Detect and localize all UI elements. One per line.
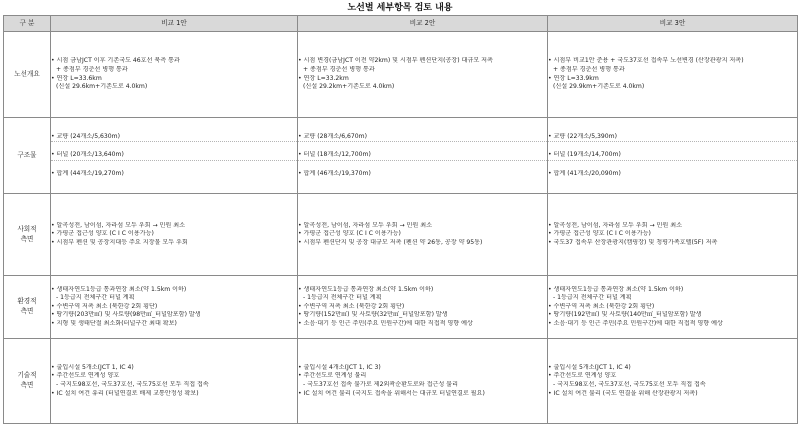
row-label: 노선개요 [4, 32, 51, 118]
cell-alt1 [51, 118, 298, 194]
text-line: • 터널 (20개소/13,640m) [51, 151, 124, 159]
text-line: • 시점부 비교1안 준용 + 국도37호선 접속부 노선변경 (산장관광지 저촉) [548, 57, 744, 65]
text-line: • 수변구역 저촉 최소 (북한강 2회 횡단) [548, 302, 655, 310]
text-line: (신설 29.6km+기존도로 4.0km) [56, 83, 148, 91]
row-label: 구조물 [4, 118, 51, 194]
cell-alt2 [298, 194, 548, 276]
text-line: • 소음·대기 등 인근 주민(주요 민원구간)에 대한 직접적 영향 예상 [298, 319, 473, 327]
header-alt2: 비교 2안 [298, 16, 548, 32]
text-line: • 땅기량(192만㎥) 및 사토량(140만㎥_터널암포함) 발생 [548, 311, 702, 319]
cell-alt2 [298, 118, 548, 194]
text-line: • 국도37 접속부 산장관광지(캠핑장) 및 청평가족호텔(5F) 저촉 [548, 238, 718, 246]
row-route-overview [4, 32, 798, 118]
divider [298, 141, 547, 151]
header-alt3: 비교 3안 [548, 16, 798, 32]
text-line: • 땅기량(152만㎥) 및 사토량(32만㎥_터널암포함) 발생 [298, 311, 448, 319]
text-line: • 출입시설 4개소(JCT 1, IC 3) [298, 363, 381, 371]
text-line: • 소음·대기 등 인근 주민(주요 민원구간)에 대한 직접적 영향 예상 [548, 319, 723, 327]
cell-alt3 [548, 339, 798, 424]
text-line: • 연장 L=33.6km [51, 74, 102, 82]
text-line: • 알곡성전, 남이섬, 자라섬 모두 우회 → 민원 최소 [298, 221, 433, 229]
text-line: • 알곡성전, 남이섬, 자라섬 모두 우회 → 민원 최소 [548, 221, 683, 229]
text-line: • 출입시설 5개소(JCT 1, IC 4) [548, 363, 631, 371]
text-line: • 터널 (18개소/12,700m) [298, 151, 371, 159]
text-line: • 주간선도로 연계성 양호 [548, 372, 617, 380]
text-line: • 출입시설 5개소(JCT 1, IC 4) [51, 363, 134, 371]
text-line: (신설 29.2km+기존도로 4.0km) [303, 83, 395, 91]
text-line: • 주간선도로 연계성 불리 [298, 372, 367, 380]
text-line: + 종점부 경춘선 병행 통과 [303, 65, 375, 73]
row-label: 사회적 측면 [4, 194, 51, 276]
text-line: - 1등급지 전체구간 터널 계획 [56, 294, 135, 302]
row-label: 환경적 측면 [4, 276, 51, 339]
row-label: 기술적 측면 [4, 339, 51, 424]
text-line: • 주간선도로 연계성 양호 [51, 372, 120, 380]
cell-alt3 [548, 32, 798, 118]
row-structures [4, 118, 798, 194]
divider [548, 160, 797, 170]
cell-alt1 [51, 32, 298, 118]
text-line: • 생태자연도1등급 통과연장 최소(약 1.5km 이하) [298, 285, 434, 293]
text-line: - 1등급지 전체구간 터널 계획 [303, 294, 382, 302]
text-line: • 땅기량(203만㎥) 및 사토량(98만㎥_터널암포함) 발생 [51, 311, 201, 319]
row-social-aspect [4, 194, 798, 276]
header-alt1: 비교 1안 [51, 16, 298, 32]
text-line: - 국지도98호선, 국도37호선, 국도75호선 모두 직접 접속 [553, 381, 706, 388]
text-line: + 종점부 경춘선 병행 통과 [553, 65, 625, 73]
cell-alt3 [548, 194, 798, 276]
text-line: - 1등급지 전체구간 터널 계획 [553, 294, 632, 302]
text-line: • 생태자연도1등급 통과연장 최소(약 1.5km 이하) [548, 285, 684, 293]
text-line: • IC 설치 여건 유리 (터널연결로 배제 교통안정성 확보) [51, 389, 199, 397]
text-line: • 합계 (46개소/19,370m) [298, 169, 371, 177]
cell-alt2 [298, 276, 548, 339]
divider [51, 141, 297, 151]
text-line: - 국지도98호선, 국도37호선, 국도75호선 모두 직접 접속 [56, 381, 209, 388]
header-category: 구 분 [4, 16, 51, 32]
cell-alt2 [298, 339, 548, 424]
text-line: • IC 설치 여건 불리 (국지도 접속을 위해서는 대규모 터널연결로 필요) [298, 389, 485, 397]
cell-alt3 [548, 118, 798, 194]
header-row [4, 16, 798, 32]
text-line: + 종점부 경춘선 병행 통과 [56, 65, 128, 73]
row-technical-aspect [4, 339, 798, 424]
text-line: • 합계 (44개소/19,270m) [51, 169, 124, 177]
cell-alt1 [51, 339, 298, 424]
text-line: • 알곡성전, 남이섬, 자라섬 모두 우회 → 민원 최소 [51, 221, 186, 229]
text-line: (신설 29.9km+기존도로 4.0km) [553, 83, 645, 91]
text-line: • 합계 (41개소/20,090m) [548, 169, 621, 177]
text-line: - 국도37호선 접속 불가로 제2외곽순환도로와 접근성 불리 [303, 381, 458, 388]
text-line: • 시점 변경(금남JCT 이전 약2km) 및 시점부 펜션단지(공장) 대규모 저촉 [298, 57, 493, 65]
text-line: • 교량 (28개소/6,670m) [298, 132, 367, 140]
text-line: • IC 설치 여건 불리 (국도 연결을 위해 산장관광지 저촉) [548, 389, 698, 397]
cell-alt3 [548, 276, 798, 339]
text-line: • 교량 (22개소/5,390m) [548, 132, 617, 140]
text-line: • 연장 L=33.9km [548, 74, 599, 82]
divider [51, 160, 297, 170]
divider [548, 141, 797, 151]
text-line: • 시점부 펜션 및 공장지대등 주요 지장물 모두 우회 [51, 238, 188, 246]
text-line: • 연장 L=33.2km [298, 74, 349, 82]
cell-alt1 [51, 194, 298, 276]
text-line: • 터널 (19개소/14,700m) [548, 151, 621, 159]
text-line: • 수변구역 저촉 최소 (북한강 2회 횡단) [51, 302, 158, 310]
text-line: • 가평군 접근성 양호 (C I C 이용가능) [548, 230, 651, 238]
text-line: • 시점 금남JCT 이후 기존국도 46호선 북측 통과 [51, 57, 180, 65]
comparison-table [3, 15, 798, 424]
text-line: • 가평군 접근성 양호 (C I C 이용가능) [298, 230, 401, 238]
text-line: • 생태자연도1등급 통과연장 최소(약 1.5km 이하) [51, 285, 187, 293]
row-environmental-aspect [4, 276, 798, 339]
cell-alt1 [51, 276, 298, 339]
text-line: • 지형 및 생태단절 최소화(터널구간 최대 확보) [51, 319, 177, 327]
text-line: • 수변구역 저촉 최소 (북한강 2회 횡단) [298, 302, 405, 310]
text-line: • 교량 (24개소/5,630m) [51, 132, 120, 140]
cell-alt2 [298, 32, 548, 118]
text-line: • 가평군 접근성 양호 (C I C 이용가능) [51, 230, 154, 238]
divider [298, 160, 547, 170]
text-line: • 시점부 펜션단지 및 공장 대규모 저촉 (펜션 약 26동, 공장 약 95동) [298, 238, 483, 246]
document-title: 노선별 세부항목 검토 내용 [347, 3, 453, 13]
